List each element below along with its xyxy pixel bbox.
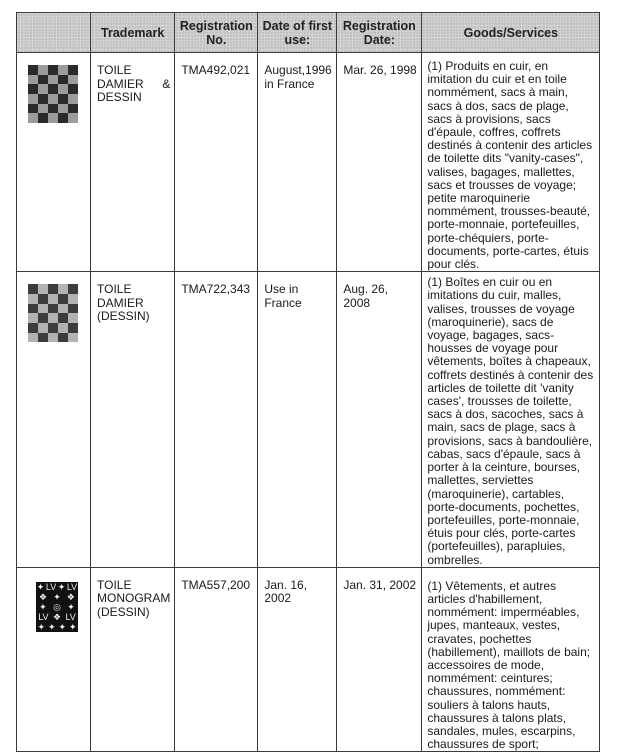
goods-services-cell [422,53,600,272]
header-registration-no [175,13,258,53]
header-first-use-line1: Date of first [262,18,333,33]
trademark-image-cell [17,272,91,567]
table-row [17,567,600,752]
registration-date: Aug. 26, 2008 [343,282,389,310]
first-use-cell [258,53,337,272]
lv-glyph-icon: LV [38,611,49,622]
trademark-table [16,12,600,752]
header-registration-date [337,13,422,53]
registration-no-cell [175,53,258,272]
trademark-name-line: TOILE [97,577,132,592]
damier-checker-pattern-image [28,65,78,123]
trademark-name-line: (DESSIN) [97,604,150,619]
damier-checker-pattern-image [28,284,78,342]
registration-date-cell [337,53,422,272]
first-use-cell [258,567,337,752]
goods-services-text: (1) Vêtements, et autres articles d'habillement, nommément: imperméables, jupes, manteaux, vestes, cravates, pochettes (habillement), maillots de bain; accessoires de mode, nommément: ceintures; chaussures, nommément: souliers à talons hauts, chaussures à talons plats, sandales, mules, escarpins, chaussures de sport; [427,578,591,752]
registration-no-cell [175,272,258,567]
registration-date-cell [337,272,422,567]
header-trademark [91,13,175,53]
monogram-pattern-image [36,582,78,632]
star-glyph-icon: ✦ [37,621,46,632]
header-goods-services [422,13,600,53]
header-first-use-line2: use: [284,32,311,47]
star-glyph-icon: ✦ [68,621,77,632]
goods-services-text: (1) Boîtes en cuir ou en imitations du cuir, malles, valises, trousses de voyage (maroquinerie), sacs de voyage, bagages, sacs-housses de voyage pour vêtements, boîtes à chapeaux, coffrets destinés à contenir des articles de toilette dit 'vanity cases', trousses de toilette, sacs à dos, sacoches, sacs à main, sacs de plage, sacs à provisions, sacs à bandoulière, cabas, sacs d'épaule, sacs à porter à la ceinture, bourses, mallettes, serviettes (maroquinerie), cartables, porte-documents, pochettes, portefeuilles, porte-monnaie, étuis pour clés, porte-cartes (portefeuilles), parapluies, ombrelles. [427,275,594,567]
trademark-name-cell [91,567,175,752]
star-glyph-icon: ✦ [53,591,61,602]
table-row [17,272,600,567]
star-glyph-icon: ✦ [67,601,75,612]
star-glyph-icon: ✦ [57,581,66,592]
circle-glyph-icon: ◎ [53,601,61,612]
goods-services-cell [422,272,600,567]
trademark-name-line: DAMIER [97,76,144,91]
registration-no: TMA492,021 [181,63,251,77]
goods-services-cell [422,567,600,752]
trademark-name-line: MONOGRAM [97,591,171,606]
trademark-name-cell [91,272,175,567]
goods-services-text: (1) Produits en cuir, en imitation du cuir et en toile nommément, sacs à main, sacs à dos, sacs de plage, sacs à provisions, sacs d'épaule, coffres, coffrets destinés à contenir des articles de toilette dits "vanity-cases", valises, bagages, mallettes, sacs et trousses de voyage; petite maroquinerie nommément, trousses-beauté, porte-monnaie, portefeuilles, porte-chéquiers, porte-documents, porte-cartes, étuis pour clés. [427,59,593,272]
trademark-image-cell [17,567,91,752]
star-glyph-icon: ✦ [36,581,45,592]
header-reg-no-line2: No. [206,32,227,47]
trademark-name-line: & [162,76,171,91]
lv-glyph-icon: LV [45,581,57,592]
registration-no: TMA557,200 [181,577,251,592]
registration-date-cell [337,567,422,752]
star-glyph-icon: ✦ [39,601,47,612]
star-glyph-icon: ✦ [47,621,56,632]
first-use-line: Use in [264,282,299,297]
first-use-line: France [264,295,302,310]
trademark-name-cell [91,53,175,272]
header-image [17,13,91,53]
header-reg-no-line1: Registration [179,18,253,33]
registration-no: TMA722,343 [181,282,251,297]
table-header-row [17,13,600,53]
first-use-line: August,1996 [264,63,332,77]
first-use-line: Jan. 16, 2002 [264,577,308,606]
registration-date: Mar. 26, 1998 [343,63,417,77]
lv-glyph-icon: LV [65,611,76,622]
registration-date: Jan. 31, 2002 [343,577,417,592]
first-use-cell [258,272,337,567]
flower-glyph-icon: ❖ [52,611,62,622]
trademark-name-line: DESSIN [97,90,142,104]
trademark-name-line: TOILE [97,63,132,77]
header-goods-label: Goods/Services [463,25,559,40]
trademark-name-line: DAMIER [97,295,144,310]
trademark-name-line: (DESSIN) [97,309,150,324]
header-trademark-label: Trademark [101,25,165,40]
registration-no-cell [175,567,258,752]
header-first-use [258,13,337,53]
header-reg-date-line1: Registration [342,18,416,33]
header-reg-date-line2: Date: [363,32,395,47]
table-row [17,53,600,272]
lv-glyph-icon: LV [66,581,78,592]
trademark-name-line: TOILE [97,282,132,297]
first-use-line: in France [264,76,315,91]
flower-glyph-icon: ❖ [66,591,75,602]
trademark-image-cell [17,53,91,272]
flower-glyph-icon: ❖ [39,591,48,602]
star-glyph-icon: ✦ [58,621,67,632]
